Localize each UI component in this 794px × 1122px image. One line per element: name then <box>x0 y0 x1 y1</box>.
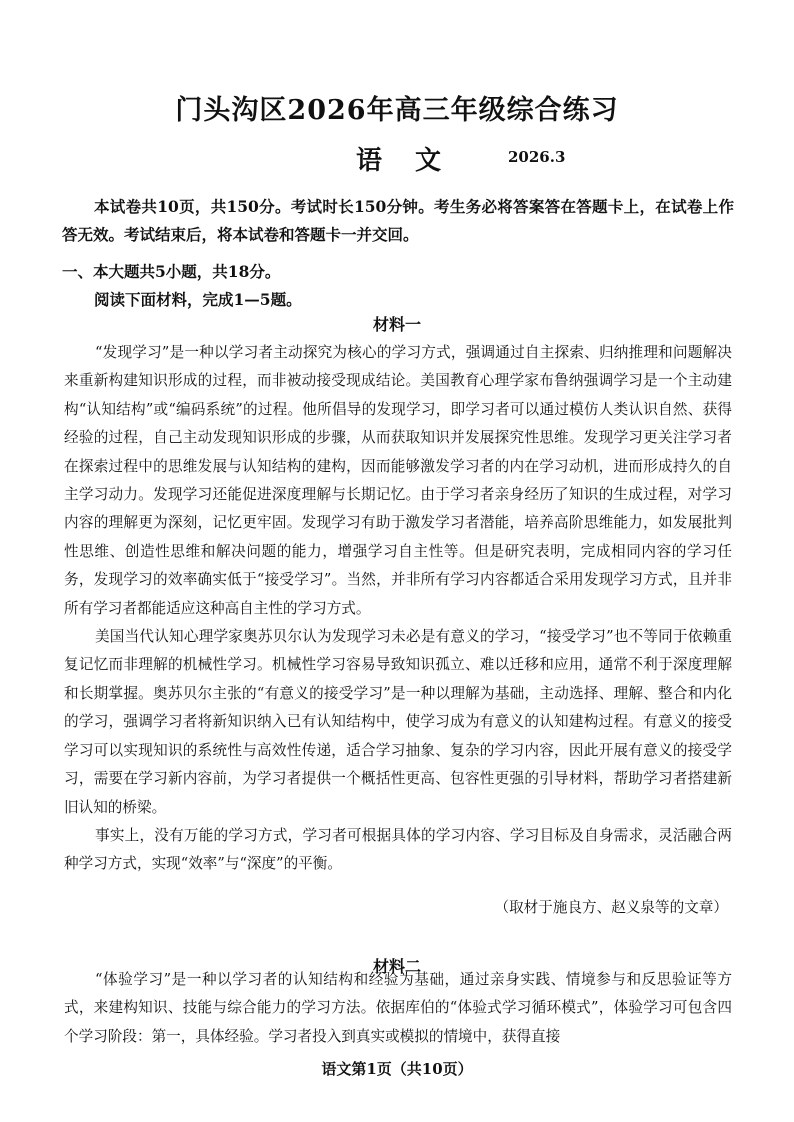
subject-row <box>0 140 794 174</box>
material-2-title: 材料二 <box>372 957 421 976</box>
material-1-source: （取材于施良方、赵义泉等的文章） <box>494 899 728 916</box>
material-2-paragraph: “体验学习”是一种以学习者的认知结构和经验为基础，通过亲身实践、情境参与和反思验证等方式，来建构知识、技能与综合能力的学习方法。依据库伯的“体验式学习循环模式”，体验学习可包含四个学习阶段：第一，具体经验。学习者投入到真实或模拟的情境中，获得直接 <box>64 971 732 1045</box>
exam-title: 门头沟区2026年高三年级综合练习 <box>175 95 619 126</box>
section-instruction: 阅读下面材料，完成1—5题。 <box>94 290 302 309</box>
material-1-title: 材料一 <box>372 315 421 334</box>
section-heading: 一、本大题共5小题，共18分。 <box>62 262 281 281</box>
exam-date: 2026.3 <box>508 148 566 166</box>
notice-text: 本试卷共10页，共150分。考试时长150分钟。考生务必将答案答在答题卡上，在试卷上作答无效。考试结束后，将本试卷和答题卡一并交回。 <box>62 197 734 244</box>
material-1-paragraph: 美国当代认知心理学家奥苏贝尔认为发现学习未必是有意义的学习，“接受学习”也不等同于依赖重复记忆而非理解的机械性学习。机械性学习容易导致知识孤立、难以迁移和应用，通常不利于深度理解和长期掌握。奥苏贝尔主张的“有意义的接受学习”是一种以理解为基础，主动选择、理解、整合和内化的学习，强调学习者将新知识纳入已有认知结构中，使学习成为有意义的认知建构过程。有意义的接受学习可以实现知识的系统性与高效性传递，适合学习抽象、复杂的学习内容，因此开展有意义的接受学习，需要在学习新内容前，为学习者提供一个概括性更高、包容性更强的引导材料，帮助学习者搭建新旧认知的桥梁。 <box>64 628 732 816</box>
material-1-paragraph: “发现学习”是一种以学习者主动探究为核心的学习方式，强调通过自主探索、归纳推理和问题解决来重新构建知识形成的过程，而非被动接受现成结论。美国教育心理学家布鲁纳强调学习是一个主动建构“认知结构”或“编码系统”的过程。他所倡导的发现学习，即学习者可以通过模仿人类认识自然、获得经验的过程，自己主动发现知识形成的步骤，从而获取知识并发展探究性思维。发现学习更关注学习者在探索过程中的思维发展与认知结构的建构，因而能够激发学习者的内在学习动机，进而形成持久的自主学习动力。发现学习还能促进深度理解与长期记忆。由于学习者亲身经历了知识的生成过程，对学习内容的理解更为深刻，记忆更牢固。发现学习有助于激发学习者潜能，培养高阶思维能力，如发展批判性思维、创造性思维和解决问题的能力，增强学习自主性等。但是研究表明，完成相同内容的学习任务，发现学习的效率确实低于“接受学习”。当然，并非所有学习内容都适合采用发现学习方式，且并非所有学习者都能适应这种高自主性的学习方式。 <box>64 344 732 617</box>
material-1-body <box>64 339 732 879</box>
subject-label: 语 文 <box>356 146 454 176</box>
page-footer: 语文第1页（共10页） <box>321 1060 473 1078</box>
material-2-body <box>64 966 732 1051</box>
exam-notice <box>62 193 734 249</box>
material-1-paragraph: 事实上，没有万能的学习方式，学习者可根据具体的学习内容、学习目标及自身需求，灵活融合两种学习方式，实现“效率”与“深度”的平衡。 <box>64 826 732 873</box>
